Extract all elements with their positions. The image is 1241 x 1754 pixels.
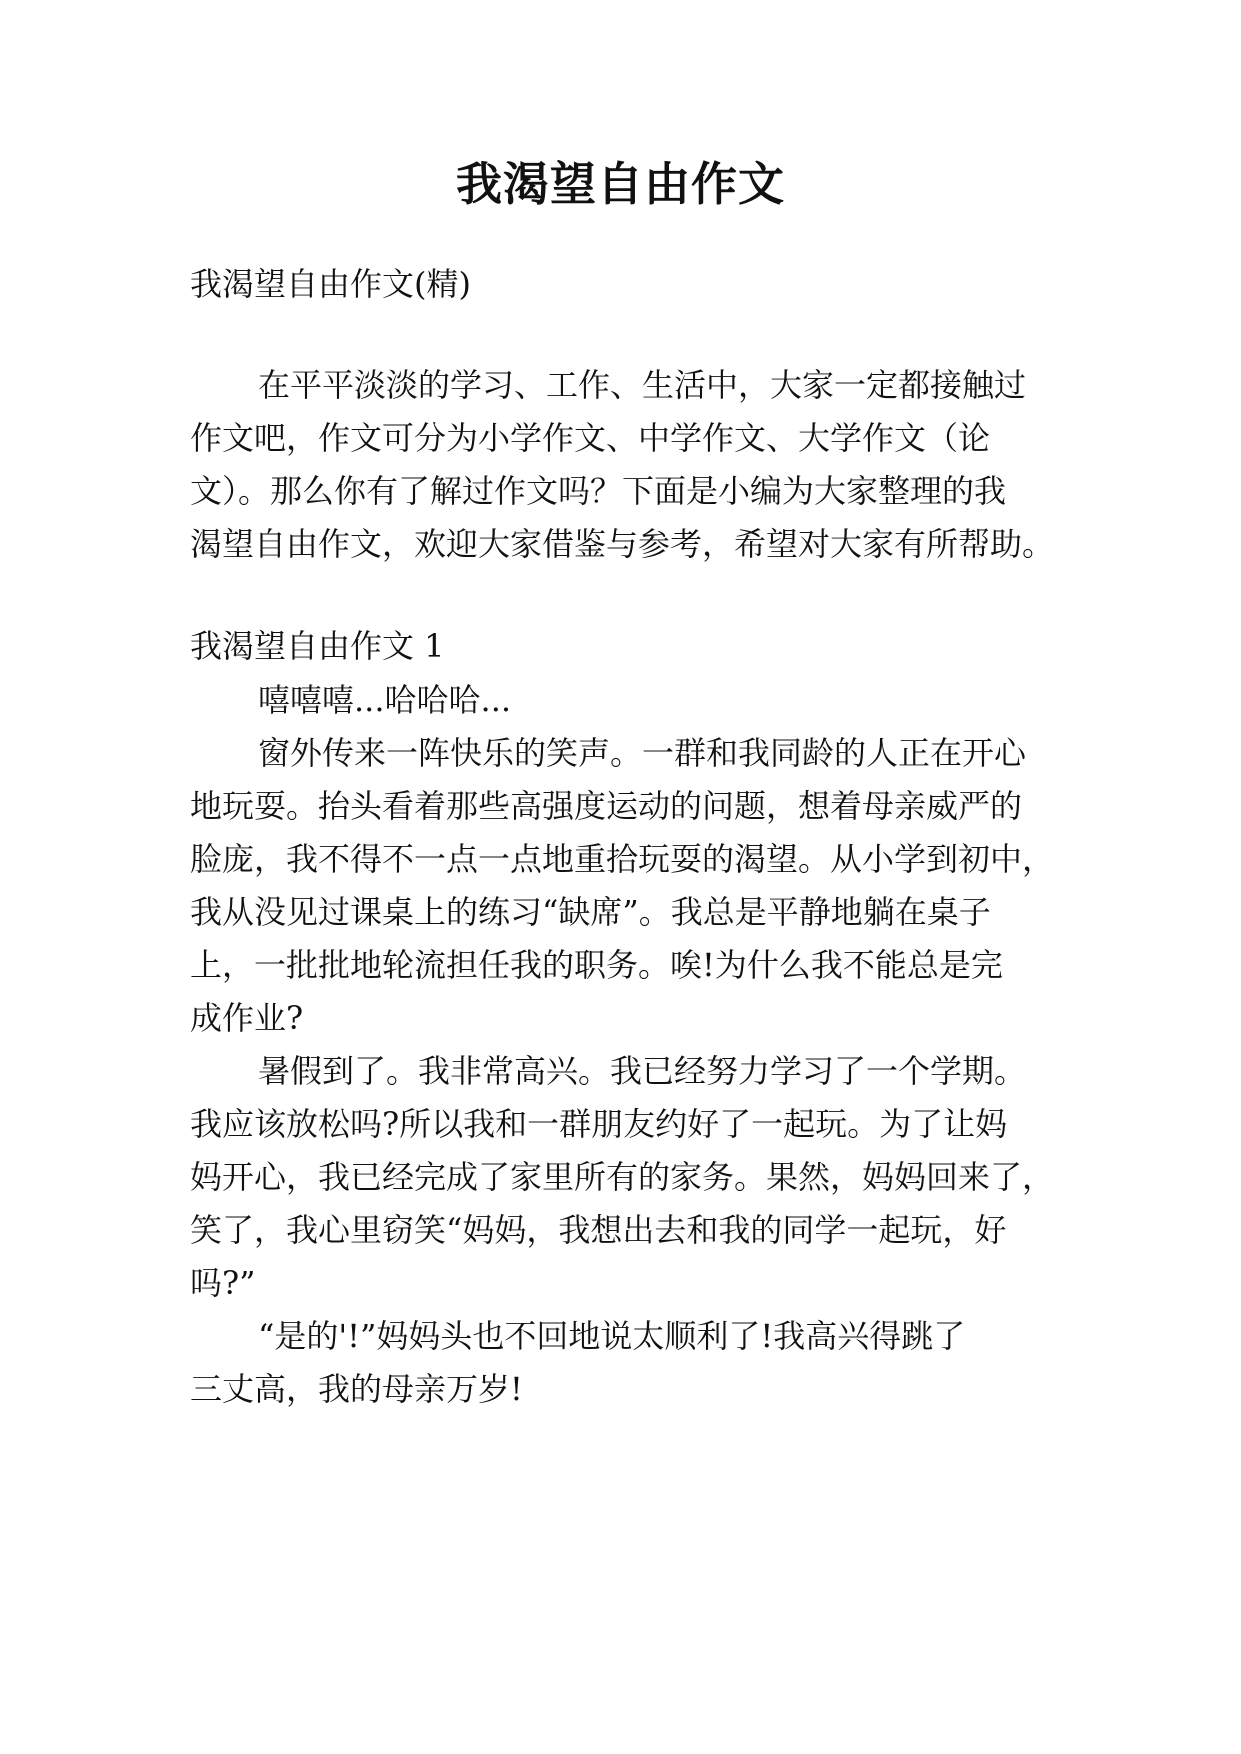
body-line: 笑了，我心里窃笑“妈妈，我想出去和我的同学一起玩，好 (190, 1211, 1007, 1249)
body-line: 暑假到了。我非常高兴。我已经努力学习了一个学期。 (258, 1052, 1027, 1090)
body-line: 地玩耍。抬头看着那些高强度运动的问题，想着母亲威严的 (190, 787, 1023, 825)
intro-line: 渴望自由作文，欢迎大家借鉴与参考，希望对大家有所帮助。 (190, 525, 1055, 563)
body-line: 嘻嘻嘻...哈哈哈... (258, 681, 512, 719)
body-line: 上，一批批地轮流担任我的职务。唉!为什么我不能总是完 (190, 946, 1003, 984)
body-line: 三丈高，我的母亲万岁! (190, 1370, 523, 1408)
body-line: 我从没见过课桌上的练习“缺席”。我总是平静地躺在桌子 (190, 893, 991, 931)
intro-line: 在平平淡淡的学习、工作、生活中，大家一定都接触过 (258, 366, 1027, 404)
section-heading: 我渴望自由作文 1 (190, 627, 445, 665)
intro-line: 文）。那么你有了解过作文吗？下面是小编为大家整理的我 (190, 472, 1007, 510)
body-line: “是的'!”妈妈头也不回地说太顺利了!我高兴得跳了 (258, 1317, 966, 1355)
body-line: 妈开心，我已经完成了家里所有的家务。果然，妈妈回来了， (190, 1158, 1055, 1196)
document-title: 我渴望自由作文 (456, 157, 785, 211)
body-line: 我应该放松吗?所以我和一群朋友约好了一起玩。为了让妈 (190, 1105, 1008, 1143)
body-line: 成作业? (190, 999, 304, 1037)
body-line: 窗外传来一阵快乐的笑声。一群和我同龄的人正在开心 (258, 734, 1027, 772)
body-line: 脸庞，我不得不一点一点地重拾玩耍的渴望。从小学到初中， (190, 840, 1055, 878)
body-line: 吗?” (190, 1264, 256, 1302)
intro-line: 作文吧，作文可分为小学作文、中学作文、大学作文（论 (190, 419, 991, 457)
document-subtitle: 我渴望自由作文(精) (190, 265, 471, 303)
